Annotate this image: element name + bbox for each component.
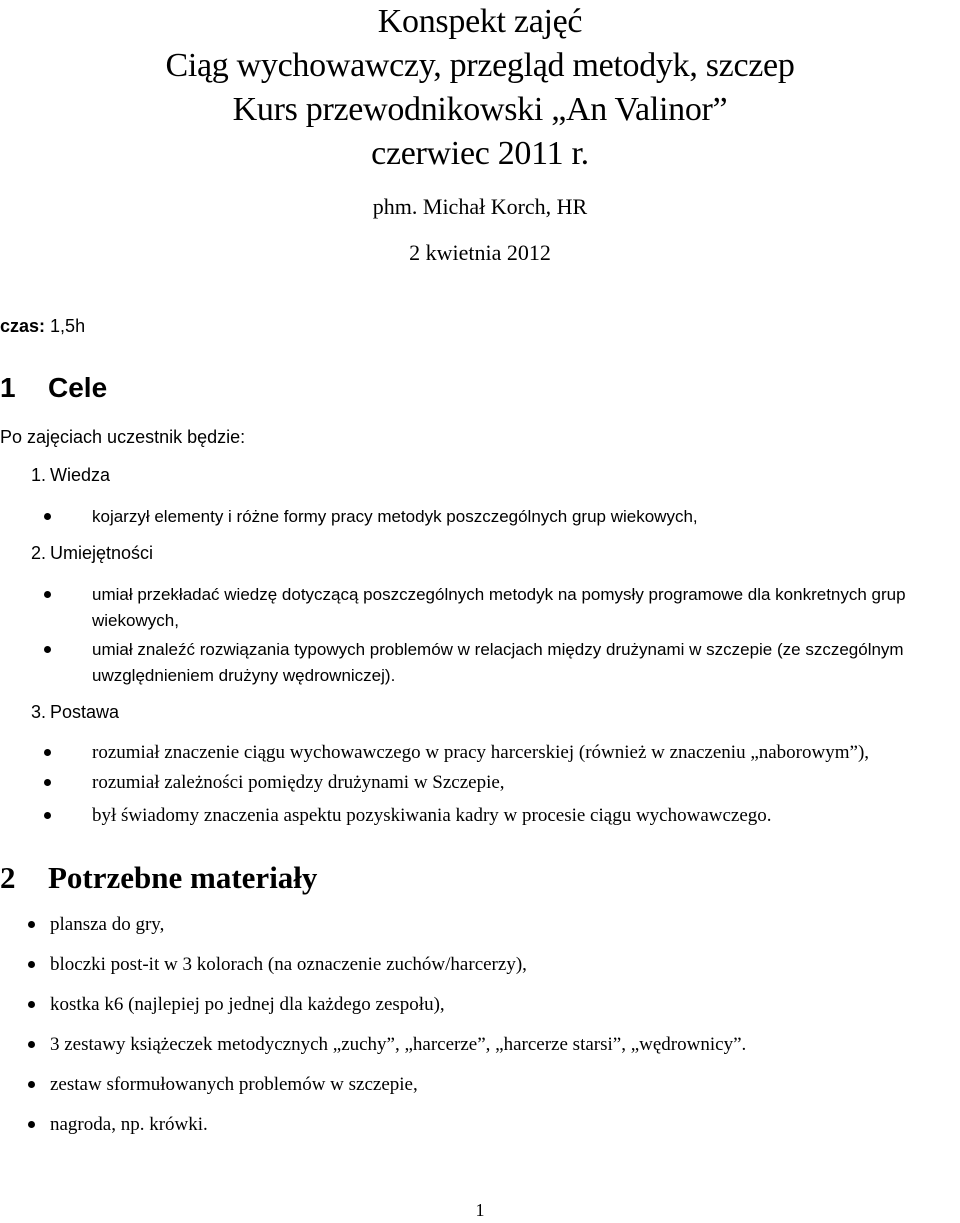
bullet-icon <box>44 646 51 653</box>
enum-number: 2. <box>30 543 46 563</box>
section-1-intro: Po zajęciach uczestnik będzie: <box>0 427 246 447</box>
list-item <box>44 582 959 634</box>
list-item <box>0 1112 940 1138</box>
enum-number: 1. <box>30 465 46 485</box>
list-item-text: był świadomy znaczenia aspektu pozyskiwania kadry w procesie ciągu wychowawczego. <box>92 805 772 826</box>
list-item <box>44 770 944 796</box>
list-item <box>0 952 940 978</box>
page-number: 1 <box>475 1200 485 1220</box>
list-item <box>44 803 944 829</box>
enum-label: Postawa <box>50 702 120 722</box>
list-item <box>0 912 940 938</box>
bullet-icon <box>44 591 51 598</box>
list-item-text: umiał znaleźć rozwiązania typowych problemów w relacjach między drużynami w szczepie (ze szczególnym uwzględnieniem drużyny wędrowniczej). <box>92 640 904 685</box>
bullet-icon <box>44 513 51 520</box>
list-item <box>44 740 960 766</box>
title-line-4: czerwiec 2011 r. <box>371 135 589 172</box>
bullet-icon <box>44 812 51 819</box>
list-item <box>44 504 944 530</box>
bullet-icon <box>44 749 51 756</box>
section-2-title: Potrzebne materiały <box>48 860 318 895</box>
bullet-icon <box>28 961 35 968</box>
section-2-number: 2 <box>0 860 16 895</box>
title-line-3: Kurs przewodnikowski „An Valinor” <box>232 91 728 128</box>
title-line-2: Ciąg wychowawczy, przegląd metodyk, szczep <box>165 47 795 84</box>
bullet-icon <box>28 1121 35 1128</box>
author: phm. Michał Korch, HR <box>372 194 588 219</box>
date: 2 kwietnia 2012 <box>409 240 551 265</box>
document-title <box>0 0 960 176</box>
list-item <box>44 637 959 689</box>
enum-item-umiejetnosci <box>0 543 153 564</box>
section-1-title: Cele <box>48 372 108 403</box>
list-item-text: umiał przekładać wiedzę dotyczącą poszczególnych metodyk na pomysły programowe dla konkretnych grup wiekowych, <box>92 585 906 630</box>
list-item-text: kostka k6 (najlepiej po jednej dla każdego zespołu), <box>50 994 445 1015</box>
enum-label: Wiedza <box>50 465 111 485</box>
bullet-icon <box>28 921 35 928</box>
list-item-text: 3 zestawy książeczek metodycznych „zuchy”, „harcerze”, „harcerze starsi”, „wędrownicy”. <box>50 1034 747 1055</box>
section-1-number: 1 <box>0 372 16 403</box>
enum-number: 3. <box>30 702 46 722</box>
duration-label: czas: <box>0 316 46 336</box>
list-item-text: bloczki post-it w 3 kolorach (na oznaczenie zuchów/harcerzy), <box>50 954 527 975</box>
enum-label: Umiejętności <box>50 543 154 563</box>
list-item-text: rozumiał zależności pomiędzy drużynami w Szczepie, <box>92 772 505 793</box>
title-line-1: Konspekt zajęć <box>377 3 583 40</box>
list-item-text: nagroda, np. krówki. <box>50 1114 208 1135</box>
enum-item-postawa <box>0 702 119 723</box>
enum-item-wiedza <box>0 465 110 486</box>
list-item-text: plansza do gry, <box>50 914 165 935</box>
section-2-heading <box>0 860 317 896</box>
list-item-text: rozumiał znaczenie ciągu wychowawczego w pracy harcerskiej (również w znaczeniu „naborowym”), <box>92 742 870 763</box>
bullet-icon <box>28 1001 35 1008</box>
bullet-icon <box>44 779 51 786</box>
list-item-text: zestaw sformułowanych problemów w szczepie, <box>50 1074 418 1095</box>
list-item-text: kojarzył elementy i różne formy pracy metodyk poszczególnych grup wiekowych, <box>92 507 698 526</box>
bullet-icon <box>28 1041 35 1048</box>
list-item <box>0 1072 940 1098</box>
list-item <box>0 1032 940 1058</box>
bullet-icon <box>28 1081 35 1088</box>
duration <box>0 316 85 337</box>
list-item <box>0 992 940 1018</box>
duration-value: 1,5h <box>50 316 86 336</box>
section-1-heading <box>0 372 107 404</box>
